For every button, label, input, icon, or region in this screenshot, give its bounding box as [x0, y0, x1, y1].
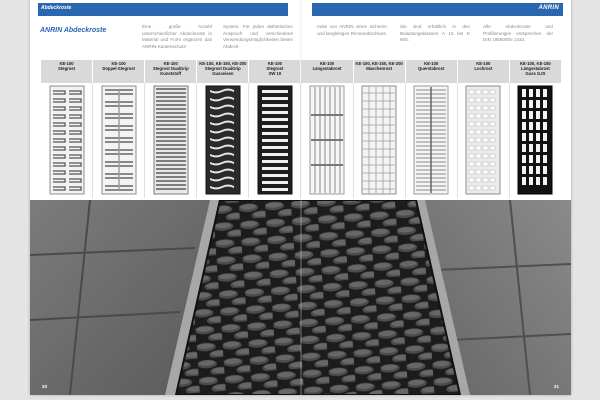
grate-heading: KE-100 Doppel-Stegrost — [93, 60, 145, 83]
brand-logo: ANRIN — [538, 5, 559, 11]
grate-image-laengsstabrost — [301, 83, 353, 198]
grate-heading: KE-100 Stegrost — [41, 60, 93, 83]
grate-image-dualgrip-gusseisen — [197, 83, 249, 198]
grate-image-stegrost — [41, 83, 93, 198]
intro-column-1: Eine große Anzahl unterschiedlicher Abdeckroste in Material und Form ergänzen das ANRIN-Kantenschutz- — [142, 24, 212, 49]
grate-image-doppel-stegrost — [93, 83, 145, 198]
intro-column-4: Sie sind erhältlich in den Belastungsklassen A 15 bis E 600. — [400, 24, 470, 42]
page-number-left: 20 — [42, 384, 48, 389]
grate-image-querstabrost — [406, 83, 458, 198]
intro-column-3: roste von ANRIN einen sicheren und langlebigen Rinnenabschluss. — [317, 24, 387, 36]
grate-heading: KE-100 Stegrost SW 10 — [249, 60, 301, 83]
grate-image-maschenrost — [354, 83, 406, 198]
page-title: ANRIN Abdeckroste — [40, 27, 107, 34]
grate-heading: KE-100 Längsstabrost — [301, 60, 353, 83]
page-gutter — [300, 0, 302, 395]
grate-image-lochrost — [458, 83, 510, 198]
grate-heading: KE-100, KE-150 Längsstabrost Guss GJS — [520, 61, 551, 76]
grate-heading: KE-100 Querstabrost — [406, 60, 458, 83]
grate-heading: KE-100, KE-150, KE-200 Stegrost DualGrip Gusseisen — [197, 60, 249, 83]
grate-heading: KE-100 Lochrost — [458, 60, 510, 83]
header-bar-right — [312, 3, 563, 16]
grate-heading: KE-100, KE-150, KE-200 Maschenrost — [354, 60, 406, 83]
grate-image-stegrost-sw10 — [249, 83, 301, 198]
page-number-right: 21 — [553, 384, 559, 389]
grate-image-dualgrip-kunststoff — [145, 83, 197, 198]
section-label: Abdeckroste — [41, 5, 72, 11]
grate-image-laengsstabrost-guss — [510, 83, 561, 198]
grate-heading: KE-100 Stegrost DualGrip Kunststoff — [145, 60, 197, 83]
intro-column-2: System. Für jeden ästhetischen Anspruch und verschiedene Verwendungsmöglichkeiten bieten Abdeck- — [223, 24, 293, 49]
header-bar-left — [38, 3, 288, 16]
intro-column-5: Alle Abdeckroste und Profilierungen entsprechen der DIN 19580/EN 1433. — [483, 24, 553, 42]
brochure-spread — [30, 0, 571, 395]
